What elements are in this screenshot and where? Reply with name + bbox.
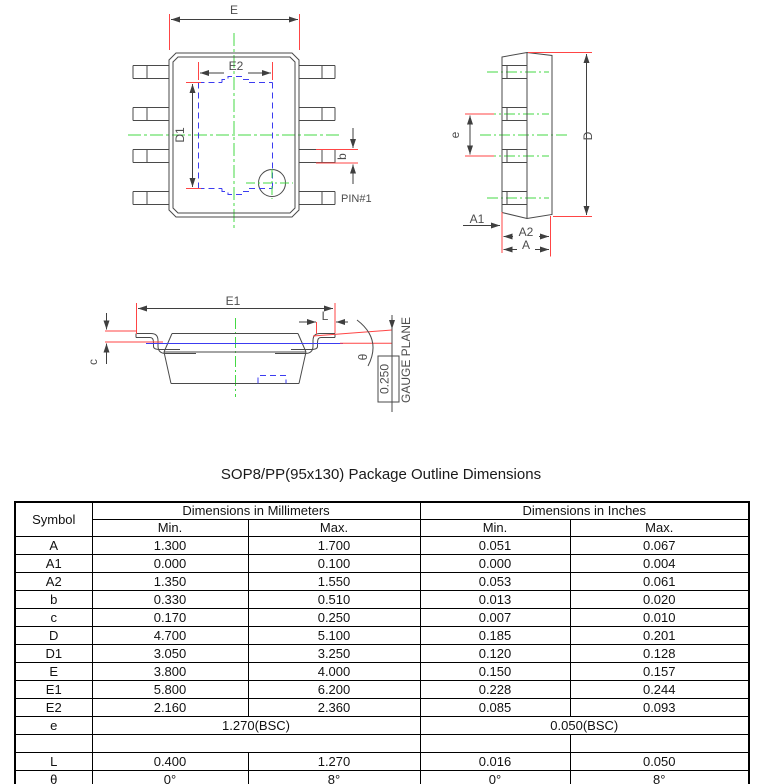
symbol-cell: D [15, 627, 92, 645]
dim-label-c: c [86, 359, 100, 365]
value-cell: 4.700 [92, 627, 248, 645]
value-cell: 0.067 [570, 537, 749, 555]
symbol-cell: b [15, 591, 92, 609]
value-cell: 0.150 [420, 663, 570, 681]
dim-label-E: E [229, 3, 239, 17]
value-cell: 0.228 [420, 681, 570, 699]
value-cell: 3.250 [248, 645, 420, 663]
value-cell: 0.016 [420, 753, 570, 771]
symbol-cell: c [15, 609, 92, 627]
inch-bsc-cell: 0.050(BSC) [420, 717, 749, 735]
page-title: SOP8/PP(95x130) Package Outline Dimensions [220, 466, 542, 483]
value-cell: 0.050 [570, 753, 749, 771]
value-cell: 0.093 [570, 699, 749, 717]
symbol-cell: A1 [15, 555, 92, 573]
value-cell: 0.120 [420, 645, 570, 663]
dim-label-A1: A1 [469, 212, 485, 226]
value-cell: 8° [248, 771, 420, 784]
table-row [15, 699, 749, 717]
value-cell: 0.085 [420, 699, 570, 717]
table-row [15, 681, 749, 699]
blank-cell [92, 735, 420, 753]
mm-min-header-cell: Min. [92, 520, 248, 537]
value-cell: 0.244 [570, 681, 749, 699]
table-row [15, 555, 749, 573]
value-cell: 4.000 [248, 663, 420, 681]
table-row [15, 771, 749, 784]
inch-min-header-cell: Min. [420, 520, 570, 537]
table-row-e-bsc [15, 717, 749, 735]
value-cell: 0.185 [420, 627, 570, 645]
value-cell: 3.800 [92, 663, 248, 681]
value-cell: 5.100 [248, 627, 420, 645]
dim-label-L: L [321, 309, 329, 323]
symbol-cell: A [15, 537, 92, 555]
dim-label-E2: E2 [228, 59, 244, 73]
value-cell: 0.201 [570, 627, 749, 645]
value-cell: 1.700 [248, 537, 420, 555]
symbol-cell: e [15, 717, 92, 735]
table-row [15, 627, 749, 645]
value-cell: 0.061 [570, 573, 749, 591]
table-header-row-1 [15, 502, 749, 520]
dim-label-E1: E1 [225, 294, 241, 308]
pin1-label: PIN#1 [341, 193, 372, 205]
value-cell: 0.250 [248, 609, 420, 627]
side-view-drawing [448, 53, 595, 257]
value-cell: 1.300 [92, 537, 248, 555]
value-cell: 0.004 [570, 555, 749, 573]
dim-A [504, 238, 550, 252]
dim-label-A: A [521, 238, 531, 252]
symbol-header-cell: Symbol [15, 502, 92, 537]
table-row [15, 573, 749, 591]
dim-A2 [504, 225, 550, 239]
dim-L [299, 309, 348, 334]
blank-cell [15, 735, 92, 753]
dim-theta-gauge [313, 315, 413, 412]
blank-cell [420, 735, 570, 753]
value-cell: 0.000 [92, 555, 248, 573]
value-cell: 0.013 [420, 591, 570, 609]
value-cell: 0.510 [248, 591, 420, 609]
value-cell: 0.007 [420, 609, 570, 627]
value-cell: 0.020 [570, 591, 749, 609]
value-cell: 5.800 [92, 681, 248, 699]
table-row [15, 663, 749, 681]
value-cell: 1.270 [248, 753, 420, 771]
dim-c [86, 313, 163, 365]
symbol-cell: E [15, 663, 92, 681]
symbol-cell: θ [15, 771, 92, 784]
inch-max-header-cell: Max. [570, 520, 749, 537]
dim-E2 [199, 59, 273, 80]
value-cell: 0.128 [570, 645, 749, 663]
mm-max-header-cell: Max. [248, 520, 420, 537]
front-view-drawing [86, 294, 413, 412]
value-cell: 0.051 [420, 537, 570, 555]
dim-label-D1: D1 [173, 127, 187, 143]
value-cell: 0.053 [420, 573, 570, 591]
value-cell: 8° [570, 771, 749, 784]
table-row [15, 645, 749, 663]
value-cell: 0.330 [92, 591, 248, 609]
blank-cell [570, 735, 749, 753]
table-blank-row [15, 735, 749, 753]
table-row [15, 609, 749, 627]
value-cell: 6.200 [248, 681, 420, 699]
symbol-cell: A2 [15, 573, 92, 591]
gauge-plane-label: GAUGE PLANE [399, 316, 413, 404]
table-row [15, 591, 749, 609]
value-cell: 0.000 [420, 555, 570, 573]
value-cell: 0.400 [92, 753, 248, 771]
symbol-cell: E2 [15, 699, 92, 717]
top-view-drawing [128, 3, 372, 231]
value-cell: 0.010 [570, 609, 749, 627]
value-cell: 0° [92, 771, 248, 784]
dim-label-D: D [581, 131, 595, 141]
symbol-cell: L [15, 753, 92, 771]
symbol-cell: E1 [15, 681, 92, 699]
side-centerlines [466, 72, 570, 198]
dim-label-theta: θ [356, 353, 370, 361]
table-row [15, 537, 749, 555]
bottom-pad-notch [258, 376, 286, 384]
table-row [15, 753, 749, 771]
dim-label-e: e [448, 131, 462, 139]
gauge-offset-label: 0.250 [377, 363, 392, 395]
symbol-cell: D1 [15, 645, 92, 663]
dim-label-A2: A2 [518, 225, 534, 239]
dimensions-table [14, 501, 750, 784]
value-cell: 3.050 [92, 645, 248, 663]
value-cell: 0° [420, 771, 570, 784]
value-cell: 1.550 [248, 573, 420, 591]
value-cell: 0.170 [92, 609, 248, 627]
value-cell: 0.100 [248, 555, 420, 573]
value-cell: 1.350 [92, 573, 248, 591]
mm-group-header-cell: Dimensions in Millimeters [92, 502, 420, 520]
table-header-row-2 [15, 520, 749, 537]
value-cell: 0.157 [570, 663, 749, 681]
value-cell: 2.360 [248, 699, 420, 717]
dim-label-b: b [335, 153, 349, 160]
mm-bsc-cell: 1.270(BSC) [92, 717, 420, 735]
value-cell: 2.160 [92, 699, 248, 717]
inch-group-header-cell: Dimensions in Inches [420, 502, 749, 520]
